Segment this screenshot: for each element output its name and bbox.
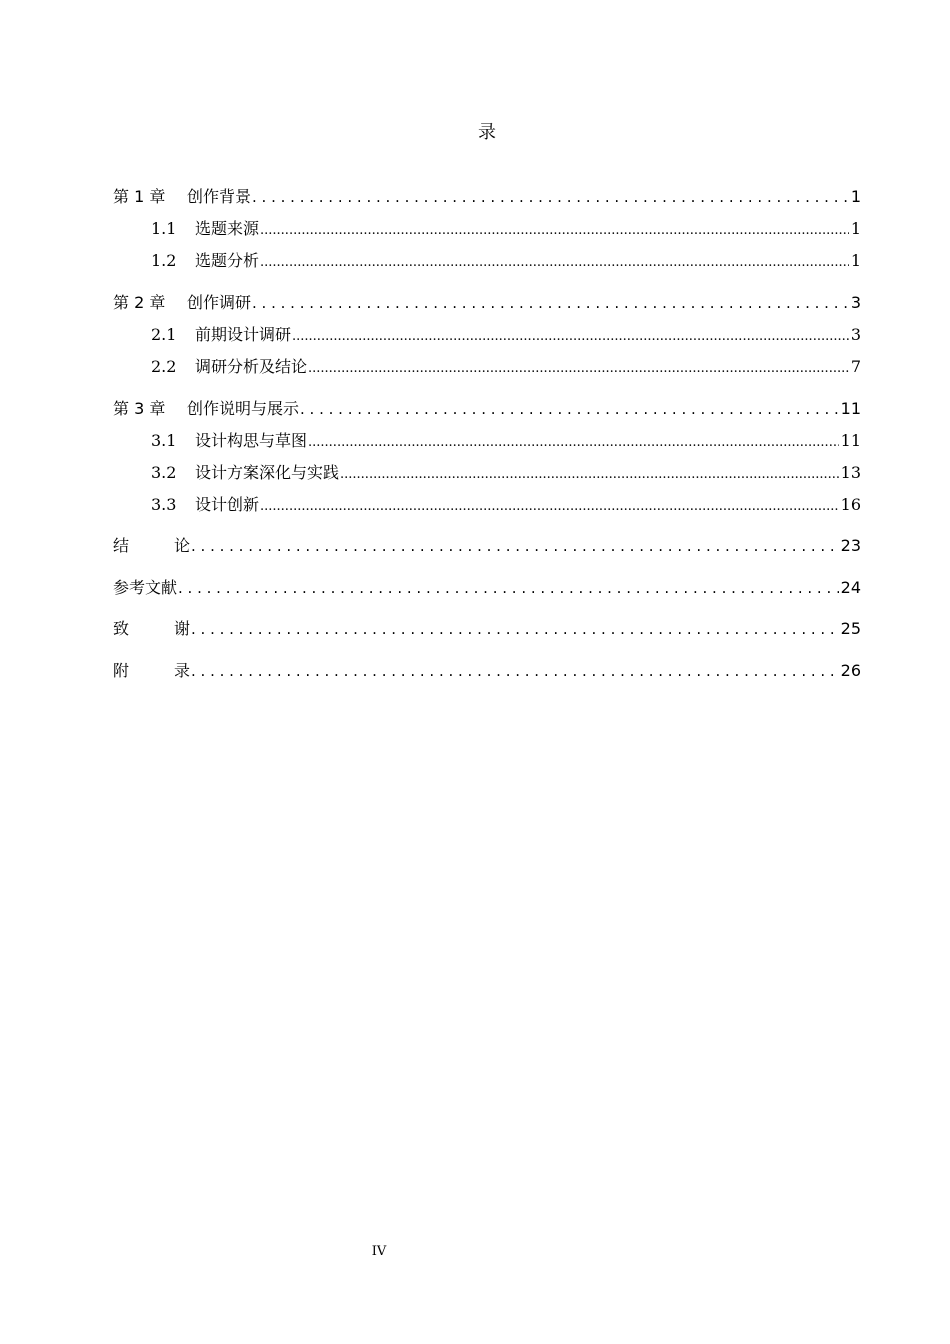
toc-number: 第 3 章 <box>113 399 166 418</box>
toc-label: 设计创新 <box>195 495 260 514</box>
toc-label: 选题来源 <box>195 219 260 238</box>
toc-number: 3.3 <box>151 495 177 514</box>
toc-label: 前期设计调研 <box>195 325 292 344</box>
toc-references[interactable] <box>113 575 861 599</box>
page-footer-number: IV <box>371 1244 387 1259</box>
toc-chapter-3[interactable] <box>113 396 861 420</box>
toc-section-1-2[interactable] <box>151 248 861 272</box>
dot-leader <box>308 357 849 376</box>
dot-leader <box>300 399 839 418</box>
toc-label-char: 致 <box>113 619 130 638</box>
toc-label: 调研分析及结论 <box>195 357 308 376</box>
toc-section-3-3[interactable] <box>151 492 861 516</box>
toc-number: 3.1 <box>151 431 177 450</box>
toc-label: 创作背景 <box>187 187 252 206</box>
toc-label-char: 结 <box>113 536 130 555</box>
toc-chapter-2[interactable] <box>113 290 861 314</box>
toc-page-number: 3 <box>850 293 861 312</box>
toc-number: 2.2 <box>151 357 177 376</box>
toc-number: 2.1 <box>151 325 177 344</box>
toc-page-number: 13 <box>840 463 861 482</box>
toc-number: 第 2 章 <box>113 293 166 312</box>
toc-label: 选题分析 <box>195 251 260 270</box>
dot-leader <box>308 431 839 450</box>
toc-page-number: 11 <box>840 399 861 418</box>
toc-page-number: 11 <box>840 431 861 450</box>
toc-page-number: 23 <box>840 536 861 555</box>
toc-section-3-2[interactable] <box>151 460 861 484</box>
toc-label: 创作调研 <box>187 293 252 312</box>
toc-page-number: 1 <box>850 187 861 206</box>
toc-label: 参考文献 <box>113 578 178 597</box>
toc-section-1-1[interactable] <box>151 216 861 240</box>
dot-leader <box>252 293 849 312</box>
toc-page-number: 16 <box>840 495 861 514</box>
toc-page-number: 3 <box>850 325 861 344</box>
toc-number: 第 1 章 <box>113 187 166 206</box>
toc-conclusion[interactable] <box>113 533 861 557</box>
toc-page-number: 1 <box>850 219 861 238</box>
toc-acknowledgements[interactable] <box>113 616 861 640</box>
toc-number: 1.2 <box>151 251 177 270</box>
toc-label-char: 附 <box>113 661 130 680</box>
dot-leader <box>260 251 849 270</box>
dot-leader <box>178 578 839 597</box>
toc-number: 3.2 <box>151 463 177 482</box>
toc-label <box>113 658 190 681</box>
toc-label <box>113 533 190 556</box>
toc-section-3-1[interactable] <box>151 428 861 452</box>
toc-label-char: 录 <box>173 661 190 680</box>
toc-label-char: 论 <box>173 536 190 555</box>
toc-section-2-2[interactable] <box>151 354 861 378</box>
toc-label-char: 谢 <box>173 619 190 638</box>
toc-chapter-1[interactable] <box>113 184 861 208</box>
page-title: 录 <box>478 122 496 143</box>
toc-label: 创作说明与展示 <box>187 399 300 418</box>
toc-section-2-1[interactable] <box>151 322 861 346</box>
dot-leader <box>191 536 839 555</box>
dot-leader <box>340 463 839 482</box>
toc-page-number: 1 <box>850 251 861 270</box>
toc-page-number: 26 <box>840 661 861 680</box>
toc-label: 设计构思与草图 <box>195 431 308 450</box>
dot-leader <box>252 187 849 206</box>
toc-label <box>113 616 190 639</box>
toc-page-number: 24 <box>840 578 861 597</box>
dot-leader <box>292 325 849 344</box>
dot-leader <box>191 619 839 638</box>
toc-label: 设计方案深化与实践 <box>195 463 340 482</box>
toc-number: 1.1 <box>151 219 177 238</box>
toc-page-number: 25 <box>840 619 861 638</box>
dot-leader <box>260 219 849 238</box>
toc-appendix[interactable] <box>113 658 861 682</box>
dot-leader <box>191 661 839 680</box>
dot-leader <box>260 495 839 514</box>
toc-page-number: 7 <box>850 357 861 376</box>
